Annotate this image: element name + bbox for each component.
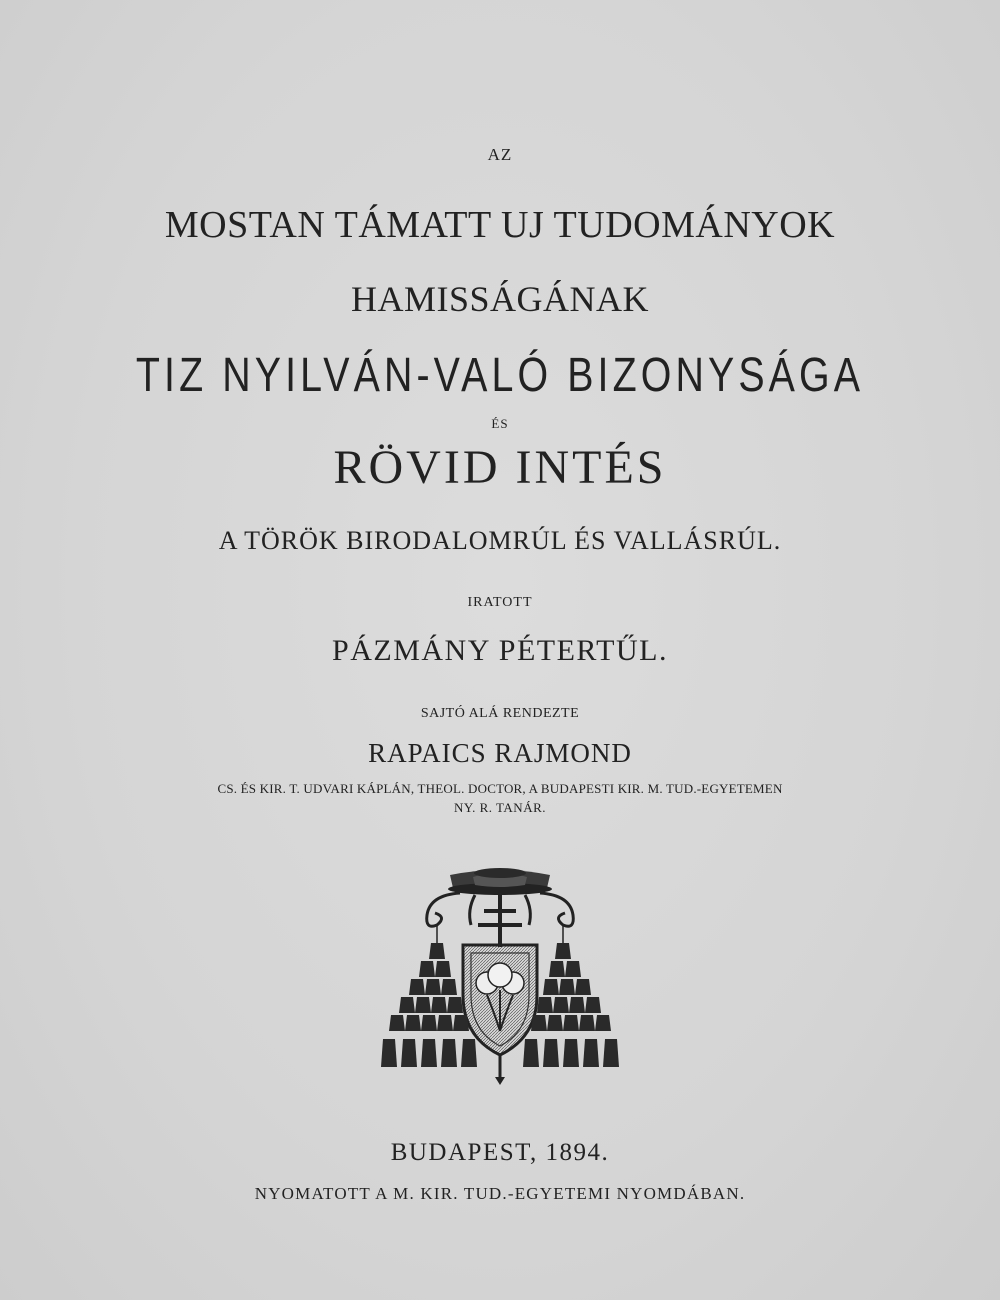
author-name: PÁZMÁNY PÉTERTŰL.	[332, 634, 668, 667]
title-conjunction: ÉS	[491, 416, 509, 431]
printer-imprint: NYOMATOTT A M. KIR. TUD.-EGYETEMI NYOMDÁBAN.	[254, 1184, 746, 1203]
title-line-2: HAMISSÁGÁNAK	[350, 279, 650, 319]
editor-name: RAPAICS RAJMOND	[368, 738, 632, 768]
subtitle: A TÖRÖK BIRODALOMRÚL ÉS VALLÁSRÚL.	[218, 526, 782, 555]
double-cross-icon	[478, 895, 522, 947]
title-line-3: TIZ NYILVÁN-VALÓ BIZONYSÁGA	[135, 349, 865, 402]
authored-by-label: IRATOTT	[467, 595, 533, 610]
editor-description-line-2: NY. R. TANÁR.	[453, 800, 547, 815]
place-and-year: BUDAPEST, 1894.	[390, 1139, 610, 1166]
title-line-1: MOSTAN TÁMATT UJ TUDOMÁNYOK	[164, 204, 836, 246]
edited-by-label: SAJTÓ ALÁ RENDEZTE	[420, 706, 580, 721]
title-line-4: RÖVID INTÉS	[333, 441, 667, 494]
galero-hat-icon	[448, 868, 552, 895]
title-article: AZ	[487, 145, 513, 164]
editor-description-line-1: CS. ÉS KIR. T. UDVARI KÁPLÁN, THEOL. DOCTOR, A BUDAPESTI KIR. M. TUD.-EGYETEMEN	[217, 781, 783, 796]
ecclesiastical-coat-of-arms-icon	[375, 855, 625, 1090]
